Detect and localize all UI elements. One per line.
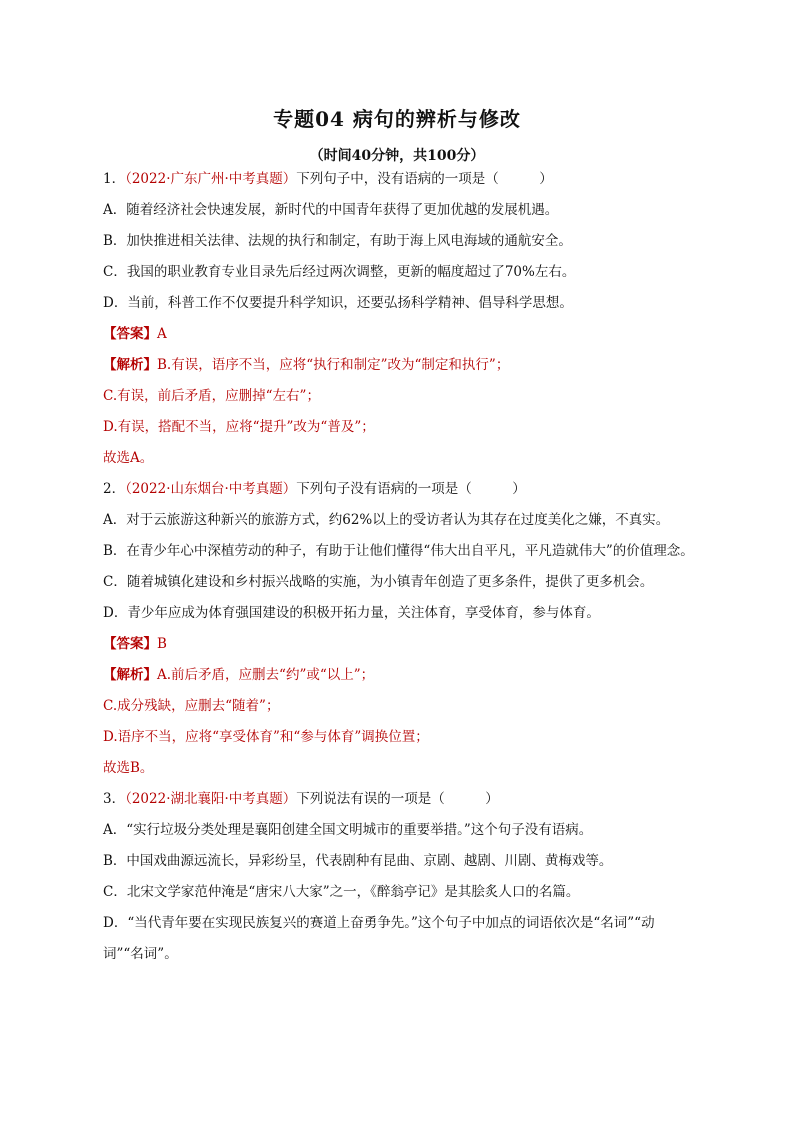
option-b: B．在青少年心中深植劳动的种子，有助于让他们懂得“伟大出自平凡，平凡造就伟大”的价值理念。: [103, 543, 694, 559]
option-d: D．当前，科普工作不仅要提升科学知识，还要弘扬科学精神、倡导科学思想。: [103, 295, 573, 311]
analysis-line: [103, 660, 623, 691]
analysis-text: A.前后矛盾，应删去“约”或“以上”；: [157, 667, 375, 683]
question-1-stem: [103, 164, 623, 195]
answer-tag: 【答案】: [103, 636, 157, 652]
question-3-stem: [103, 784, 623, 815]
answer-line: [103, 629, 623, 660]
option-c: C．北宋文学家范仲淹是“唐宋八大家”之一，《醉翁亭记》是其脍炙人口的名篇。: [103, 884, 580, 900]
answer-tag: 【答案】: [103, 326, 157, 342]
question-source: （2022·山东烟台·中考真题）: [125, 481, 297, 497]
page-title: 专题04 病句的辨析与修改: [273, 107, 521, 131]
option-c: C．随着城镇化建设和乡村振兴战略的实施，为小镇青年创造了更多条件，提供了更多机会。: [103, 574, 654, 590]
question-number: 3．: [103, 791, 126, 807]
question-text: 下列句子没有语病的一项是（ ）: [296, 481, 526, 497]
question-number: 1．: [103, 171, 126, 187]
analysis-text: B.有误，语序不当，应将“执行和制定”改为“制定和执行”；: [157, 357, 510, 373]
question-list: [103, 164, 694, 970]
option-b: B．中国戏曲源远流长，异彩纷呈，代表剧种有昆曲、京剧、越剧、川剧、黄梅戏等。: [103, 853, 613, 869]
option-d: D．“当代青年要在实现民族复兴的赛道上奋勇争先。”这个句子中加点的词语依次是“名词”“动: [103, 915, 655, 931]
option-c: C．我国的职业教育专业目录先后经过两次调整，更新的幅度超过了70%左右。: [103, 264, 576, 280]
analysis-line: C.有误，前后矛盾，应删掉“左右”；: [103, 388, 320, 404]
option-a: A．“实行垃圾分类处理是襄阳创建全国文明城市的重要举措。”这个句子没有语病。: [103, 822, 593, 838]
answer-value: A: [157, 326, 167, 342]
analysis-line: D.有误，搭配不当，应将“提升”改为“普及”；: [103, 419, 375, 435]
option-d-continued: 词”“名词”。: [103, 946, 178, 962]
answer-line: [103, 319, 623, 350]
question-source: （2022·广东广州·中考真题）: [125, 171, 297, 187]
answer-value: B: [157, 636, 167, 652]
conclusion-line: 故选A。: [103, 450, 154, 466]
analysis-line: [103, 350, 623, 381]
question-number: 2．: [103, 481, 126, 497]
option-a: A．对于云旅游这种新兴的旅游方式，约62%以上的受访者认为其存在过度美化之嫌，不真实。: [103, 512, 670, 528]
analysis-line: C.成分残缺，应删去“随着”；: [103, 698, 280, 714]
option-a: A．随着经济社会快速发展，新时代的中国青年获得了更加优越的发展机遇。: [103, 202, 559, 218]
analysis-line: D.语序不当，应将“享受体育”和“参与体育”调换位置；: [103, 729, 429, 745]
conclusion-line: 故选B。: [103, 760, 154, 776]
option-d: D．青少年应成为体育强国建设的积极开拓力量，关注体育，享受体育，参与体育。: [103, 605, 600, 621]
analysis-tag: 【解析】: [103, 667, 157, 683]
question-text: 下列句子中，没有语病的一项是（ ）: [296, 171, 553, 187]
option-b: B．加快推进相关法律、法规的执行和制定，有助于海上风电海域的通航安全。: [103, 233, 572, 249]
analysis-tag: 【解析】: [103, 357, 157, 373]
question-source: （2022·湖北襄阳·中考真题）: [125, 791, 297, 807]
page-subtitle: （时间40分钟，共100分）: [309, 148, 485, 164]
question-text: 下列说法有误的一项是（ ）: [296, 791, 499, 807]
question-2-stem: [103, 474, 623, 505]
